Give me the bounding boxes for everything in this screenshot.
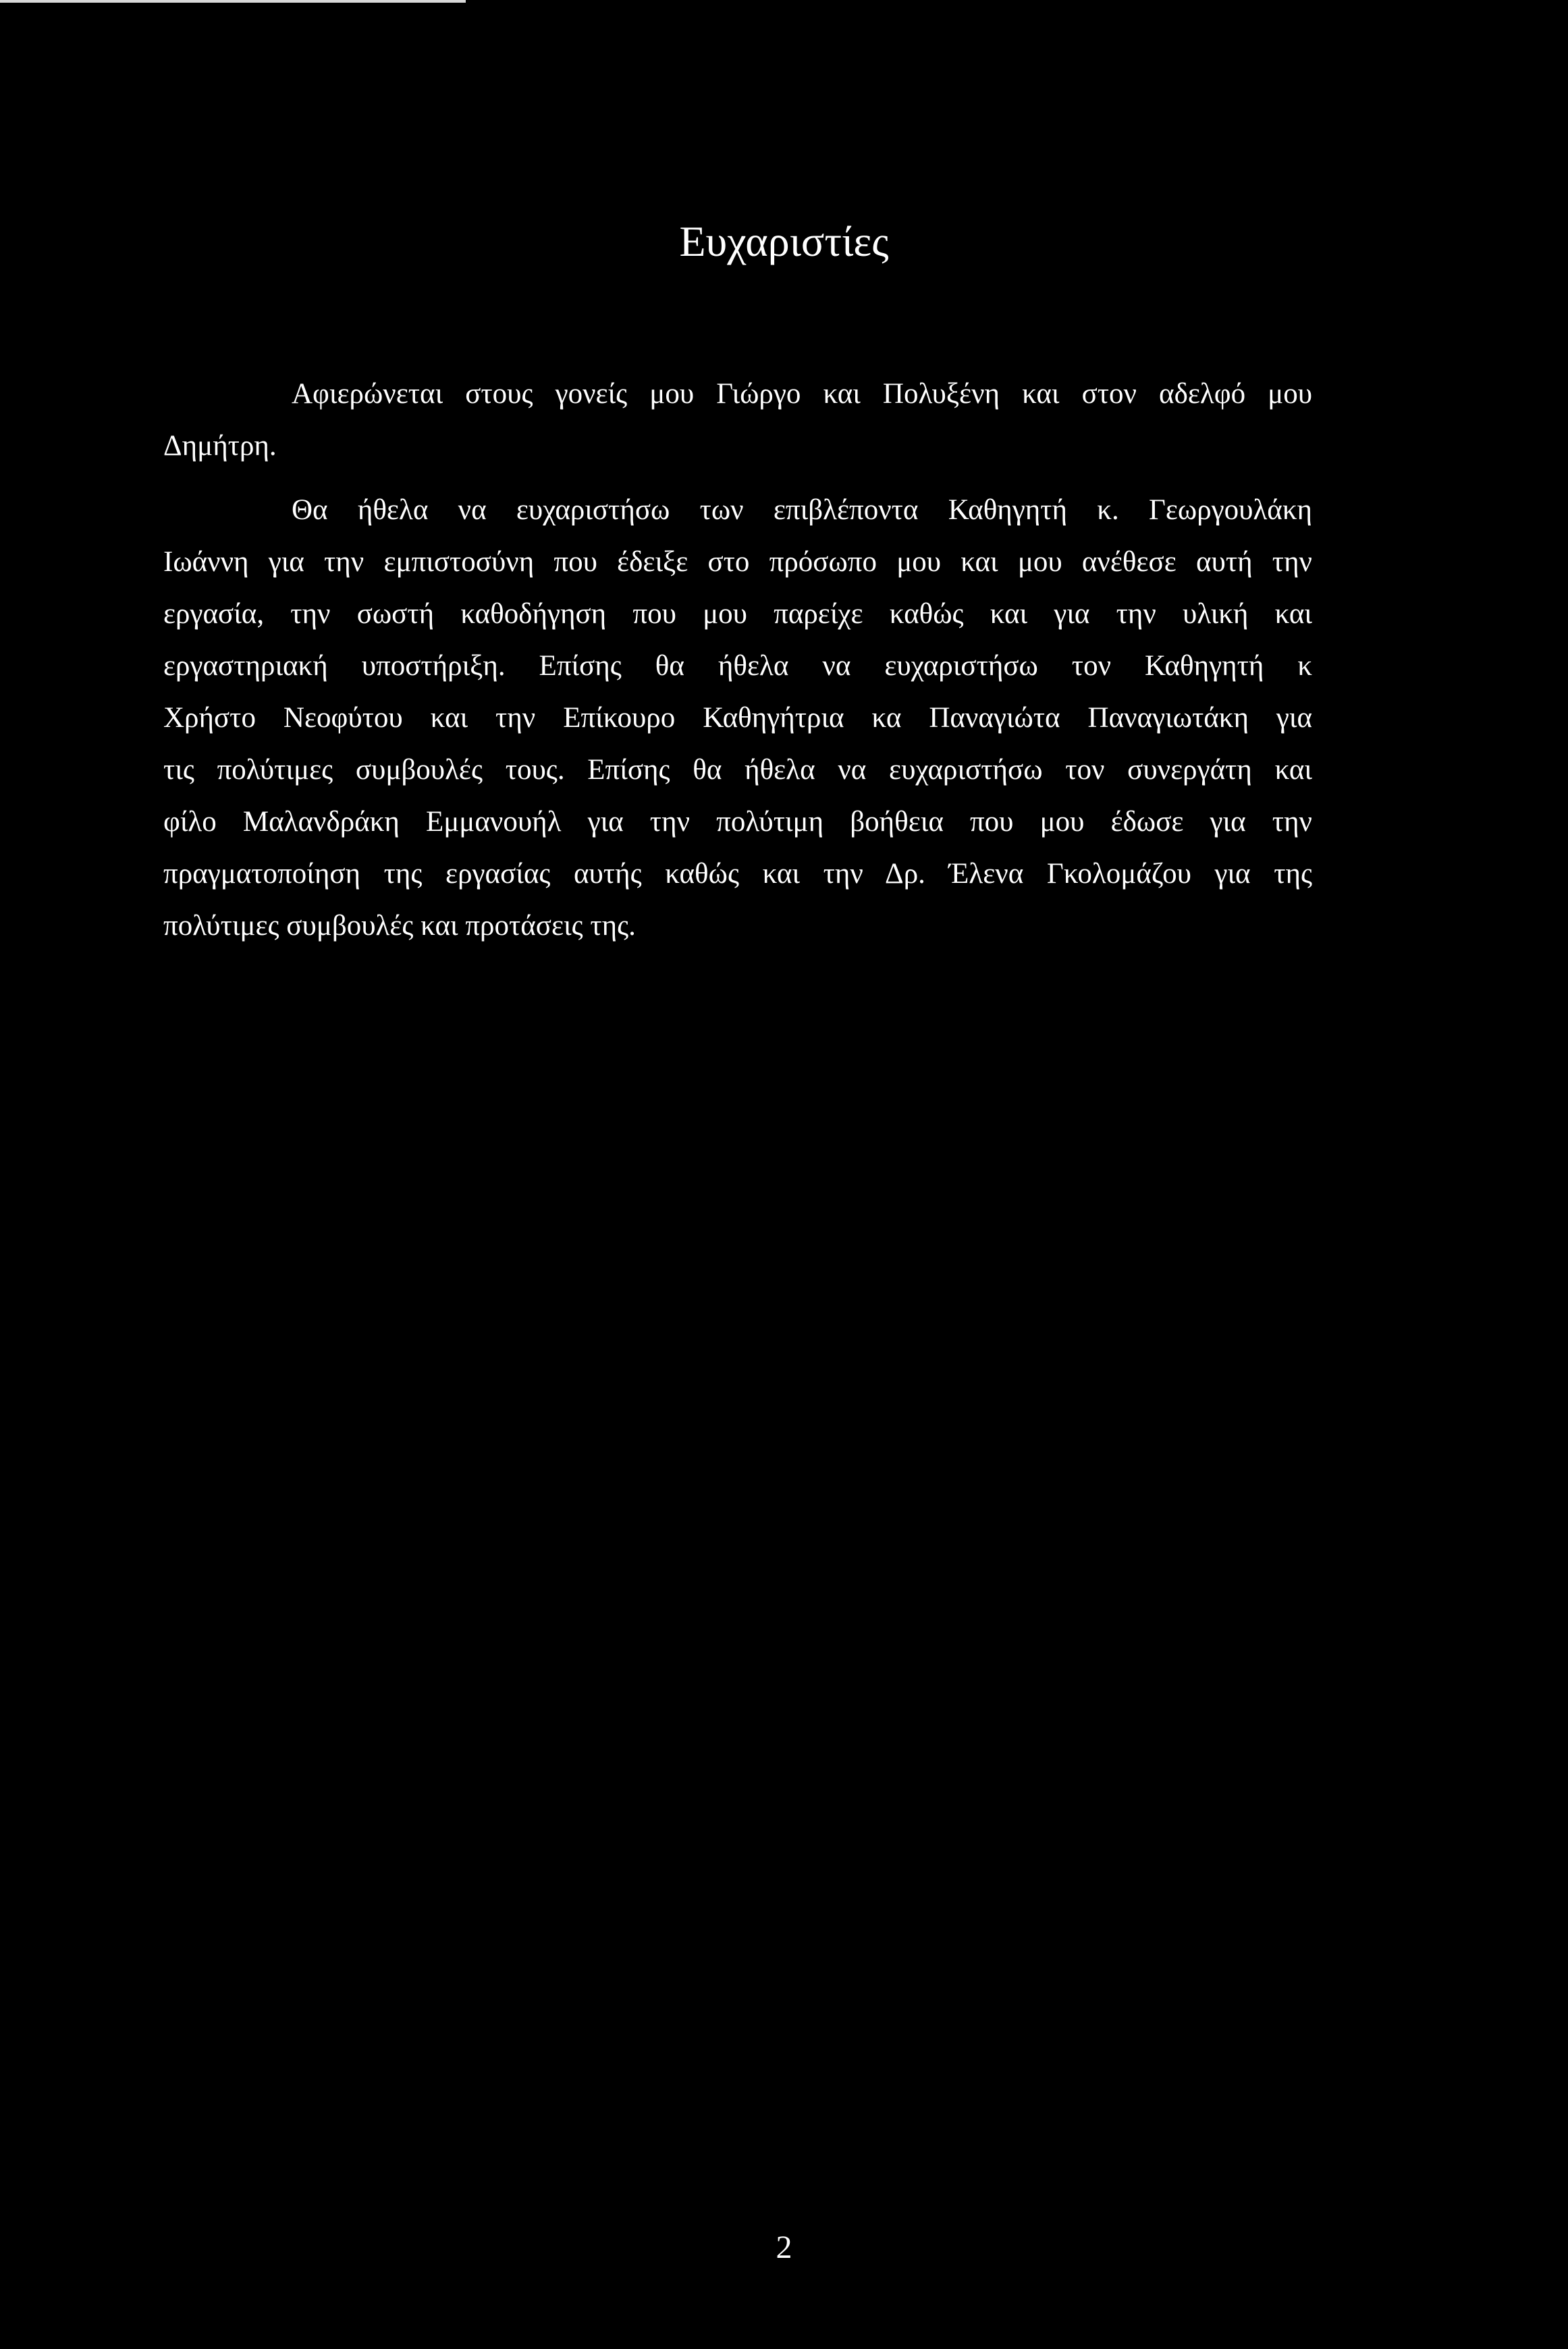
acknowledgement-line: εργασία, την σωστή καθοδήγηση που μου παρείχε καθώς και για την υλική και bbox=[163, 598, 1312, 630]
acknowledgement-line: φίλο Μαλανδράκη Εμμανουήλ για την πολύτιμη βοήθεια που μου έδωσε για την bbox=[163, 806, 1312, 838]
acknowledgement-line: εργαστηριακή υποστήριξη. Επίσης θα ήθελα να ευχαριστήσω τον Καθηγητή κ bbox=[163, 650, 1312, 682]
acknowledgement-line: πολύτιμες συμβουλές και προτάσεις της. bbox=[163, 910, 636, 942]
acknowledgement-line: Χρήστο Νεοφύτου και την Επίκουρο Καθηγήτρια κα Παναγιώτα Παναγιωτάκη για bbox=[163, 702, 1312, 734]
dedication-line: Δημήτρη. bbox=[163, 430, 277, 462]
dedication-line: Αφιερώνεται στους γονείς μου Γιώργο και Πολυξένη και στον αδελφό μου bbox=[292, 378, 1312, 410]
acknowledgements-paragraph bbox=[163, 484, 1312, 952]
page-number: 2 bbox=[776, 2230, 792, 2265]
acknowledgement-line: Ιωάννη για την εμπιστοσύνη που έδειξε στο πρόσωπο μου και μου ανέθεσε αυτή την bbox=[163, 546, 1312, 578]
top-rule bbox=[0, 0, 466, 3]
acknowledgement-line: πραγματοποίηση της εργασίας αυτής καθώς και την Δρ. Έλενα Γκολομάζου για της bbox=[163, 858, 1312, 890]
acknowledgement-line: τις πολύτιμες συμβουλές τους. Επίσης θα ήθελα να ευχαριστήσω τον συνεργάτη και bbox=[163, 754, 1312, 786]
page-title: Ευχαριστίες bbox=[679, 217, 889, 265]
acknowledgement-line: Θα ήθελα να ευχαριστήσω των επιβλέποντα Καθηγητή κ. Γεωργουλάκη bbox=[292, 494, 1312, 526]
dedication-paragraph bbox=[163, 368, 1312, 472]
